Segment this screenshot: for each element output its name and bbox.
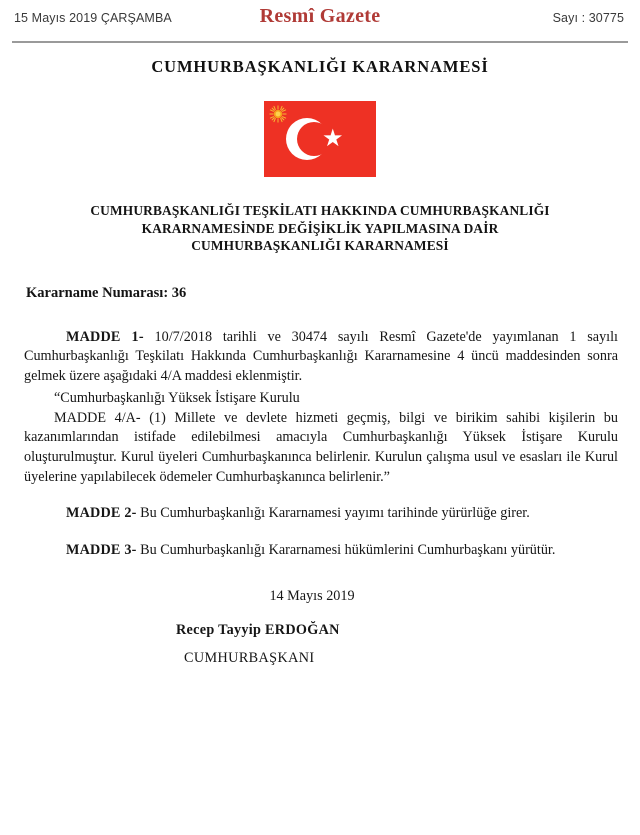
article-1-text: 10/7/2018 tarihli ve 30474 sayılı Resmî Gazete'de yayımlanan 1 sayılı Cumhurbaşkanlığı Teşkilatı Hakkında Cumhurbaşkanlığı Kararnamesine 4 üncü maddesinden sonra gelmek üzere aşağıdaki 4/A maddesi eklenmiştir. (24, 328, 618, 384)
subtitle-line-2: KARARNAMESİNDE DEĞİŞİKLİK YAPILMASINA DAİR (141, 220, 499, 236)
article-4a-paragraph: MADDE 4/A- (1) Millete ve devlete hizmeti geçmiş, bilgi ve birikim sahibi kişilerin bu kazanımlarından istifade edilebilmesi amacıyla Cumhurbaşkanlığı Yüksek İstişare Kurulu oluşturulmuştur. Kurul üyeleri Cumhurbaşkanınca belirlenir. Kurulun çalışma usul ve esasları ile Kurul üyelerine yapılabilecek ödemeler Cumhurbaşkanınca belirlenir.” (24, 409, 618, 485)
masthead-divider (12, 41, 628, 43)
article-2-label: MADDE 2- (66, 505, 137, 522)
masthead-issue-number: Sayı : 30775 (552, 11, 624, 25)
article-2-text: Bu Cumhurbaşkanlığı Kararnamesi yayımı tarihinde yürürlüğe girer. (136, 505, 530, 522)
document-subtitle (0, 202, 640, 255)
masthead (0, 0, 640, 40)
article-1-label: MADDE 1- (66, 328, 144, 345)
subtitle-line-3: CUMHURBAŞKANLIĞI KARARNAMESİ (191, 238, 449, 253)
article-3-text: Bu Cumhurbaşkanlığı Kararnamesi hükümlerini Cumhurbaşkanı yürütür. (136, 541, 556, 558)
article-3-label: MADDE 3- (66, 541, 137, 558)
signature-date: 14 Mayıs 2019 (269, 588, 355, 605)
emblem-container (0, 101, 640, 177)
article-1-paragraph (24, 328, 618, 387)
signature-block (24, 586, 618, 669)
article-3-paragraph (24, 541, 618, 561)
document-body (0, 328, 640, 670)
star-icon: ★ (322, 124, 344, 152)
masthead-title: Resmî Gazete (259, 5, 381, 27)
sun-icon (269, 105, 287, 123)
article-2-paragraph (24, 504, 618, 524)
subtitle-line-1: CUMHURBAŞKANLIĞI TEŞKİLATI HAKKINDA CUMHURBAŞKANLIĞI (90, 203, 550, 218)
document-title: CUMHURBAŞKANLIĞI KARARNAMESİ (151, 57, 489, 76)
quote-heading: “Cumhurbaşkanlığı Yüksek İstişare Kurulu (54, 390, 300, 407)
masthead-date: 15 Mayıs 2019 ÇARŞAMBA (14, 11, 172, 25)
turkish-flag-icon (264, 101, 376, 177)
signatory-name: Recep Tayyip ERDOĞAN (176, 622, 340, 639)
decree-number: Kararname Numarası: 36 (26, 284, 187, 301)
signatory-role: CUMHURBAŞKANI (184, 650, 315, 667)
